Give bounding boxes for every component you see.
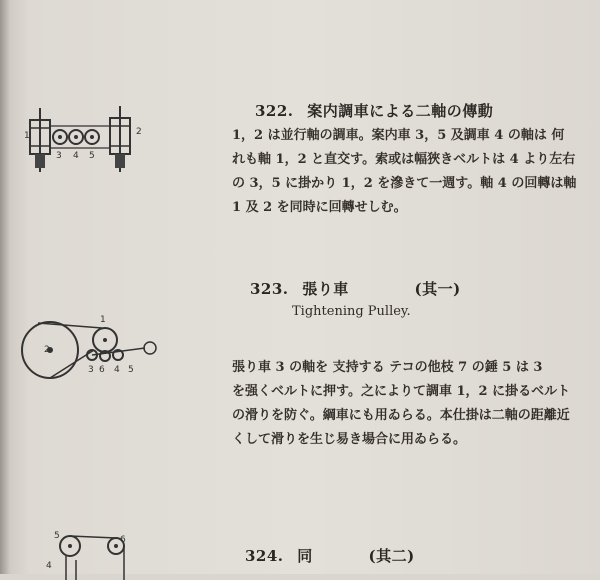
fig323-label-2: 2 — [44, 345, 50, 355]
fig323-label-5: 5 — [128, 365, 134, 375]
fig322-label-1: 1 — [24, 131, 30, 141]
section-323-number: 323. — [250, 280, 289, 298]
section-322-line: れも軸 1，2 と直交す。索或は幅狹きベルトは 4 より左右 — [232, 152, 576, 167]
section-322-heading — [255, 100, 493, 121]
fig323-label-1: 1 — [100, 315, 106, 325]
fig322-label-5: 5 — [89, 151, 95, 161]
figure-323-diagram — [10, 310, 170, 390]
fig322-label-3: 3 — [56, 151, 62, 161]
section-322-number: 322. — [255, 102, 294, 120]
fig323-label-4: 4 — [114, 365, 120, 375]
book-spine — [0, 0, 10, 574]
section-323-subtitle: Tightening Pulley. — [292, 304, 411, 319]
section-323-heading — [250, 278, 461, 299]
fig323-label-6: 6 — [99, 365, 105, 375]
fig324-label-6: 6 — [120, 535, 126, 545]
section-324-number: 324. — [245, 547, 284, 565]
section-324-title: 同 — [297, 547, 313, 565]
fig322-label-2: 2 — [136, 127, 142, 137]
section-323-body — [232, 356, 570, 452]
section-323-part: (其一) — [414, 280, 461, 298]
section-322-line: 1 及 2 を同時に回轉せしむ。 — [232, 200, 407, 215]
section-322-line: の 3，5 に掛かり 1，2 を滲きて一週す。軸 4 の回轉は軸 — [232, 176, 577, 191]
figure-322-diagram — [18, 100, 158, 180]
fig324-label-5: 5 — [54, 531, 60, 541]
section-324-heading — [245, 545, 415, 566]
section-323-title: 張り車 — [302, 280, 349, 298]
section-323-line: くして滑りを生じ易き場合に用ゐらる。 — [232, 432, 467, 447]
fig323-label-3: 3 — [88, 365, 94, 375]
figure-324-diagram — [40, 520, 160, 580]
section-324-part: (其二) — [368, 547, 415, 565]
section-322-body — [232, 124, 576, 220]
section-323-line: 張り車 3 の軸を 支持する テコの他枝 7 の錘 5 は 3 — [232, 360, 543, 375]
section-322-title: 案内調車による二軸の傳動 — [307, 102, 494, 120]
fig324-label-4: 4 — [46, 561, 52, 571]
fig322-label-4: 4 — [73, 151, 79, 161]
section-323-line: の滑りを防ぐ。綱車にも用ゐらる。本仕掛は二軸の距離近 — [232, 408, 570, 423]
section-323-line: を强くベルトに押す。之によりて調車 1，2 に掛るベルト — [232, 384, 571, 399]
section-322-line: 1，2 は並行軸の調車。案内車 3，5 及調車 4 の軸は 何 — [232, 128, 565, 143]
